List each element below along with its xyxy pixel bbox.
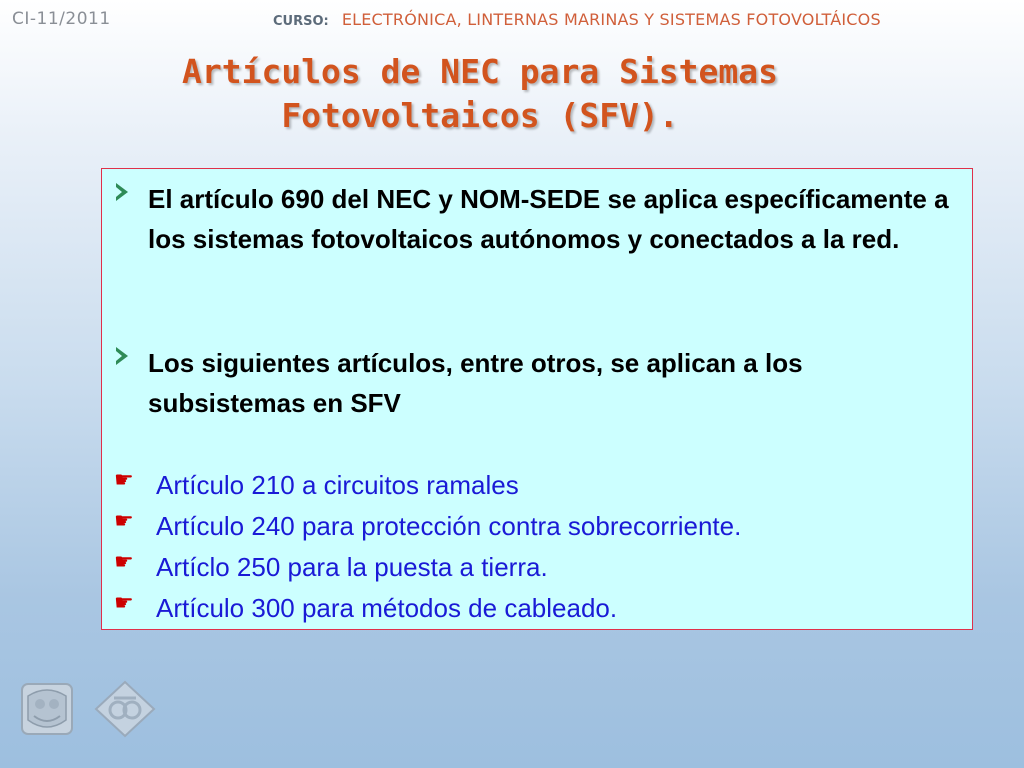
article-item: [114, 547, 954, 587]
slide-title: [130, 50, 830, 138]
unam-logo: [18, 680, 76, 738]
article-text: Artículo 240 para protección contra sobrecorriente.: [156, 511, 742, 541]
bullet-item: [116, 179, 956, 259]
article-text: Artíclo 250 para la puesta a tierra.: [156, 552, 548, 582]
arrow-right-icon: [116, 183, 128, 201]
course-header: [273, 10, 1018, 29]
arrow-right-icon: [116, 347, 128, 365]
bullet-item: [116, 343, 956, 423]
pointing-hand-icon: ☛: [114, 509, 134, 534]
pointing-hand-icon: ☛: [114, 591, 134, 616]
article-item: [114, 588, 954, 628]
article-item: [114, 506, 954, 546]
article-item: [114, 465, 954, 505]
pointing-hand-icon: ☛: [114, 468, 134, 493]
bullet-text: El artículo 690 del NEC y NOM-SEDE se aplica específicamente a los sistemas fotovoltaicos autónomos y conectados a la red.: [148, 184, 949, 254]
course-name: ELECTRÓNICA, LINTERNAS MARINAS Y SISTEMAS FOTOVOLTÁICOS: [341, 10, 881, 29]
slide-title-line-1: Artículos de NEC para Sistemas: [181, 52, 779, 91]
pointing-hand-icon: ☛: [114, 550, 134, 575]
bullet-text: Los siguientes artículos, entre otros, se aplican a los subsistemas en SFV: [148, 348, 803, 418]
fi-logo: [92, 680, 158, 738]
course-code: CI-11/2011: [12, 9, 111, 29]
slide-title-line-2: Fotovoltaicos (SFV).: [281, 96, 679, 135]
article-text: Artículo 300 para métodos de cableado.: [156, 593, 618, 623]
article-text: Artículo 210 a circuitos ramales: [156, 470, 519, 500]
course-label: CURSO:: [273, 14, 329, 29]
content-box: [101, 168, 973, 630]
